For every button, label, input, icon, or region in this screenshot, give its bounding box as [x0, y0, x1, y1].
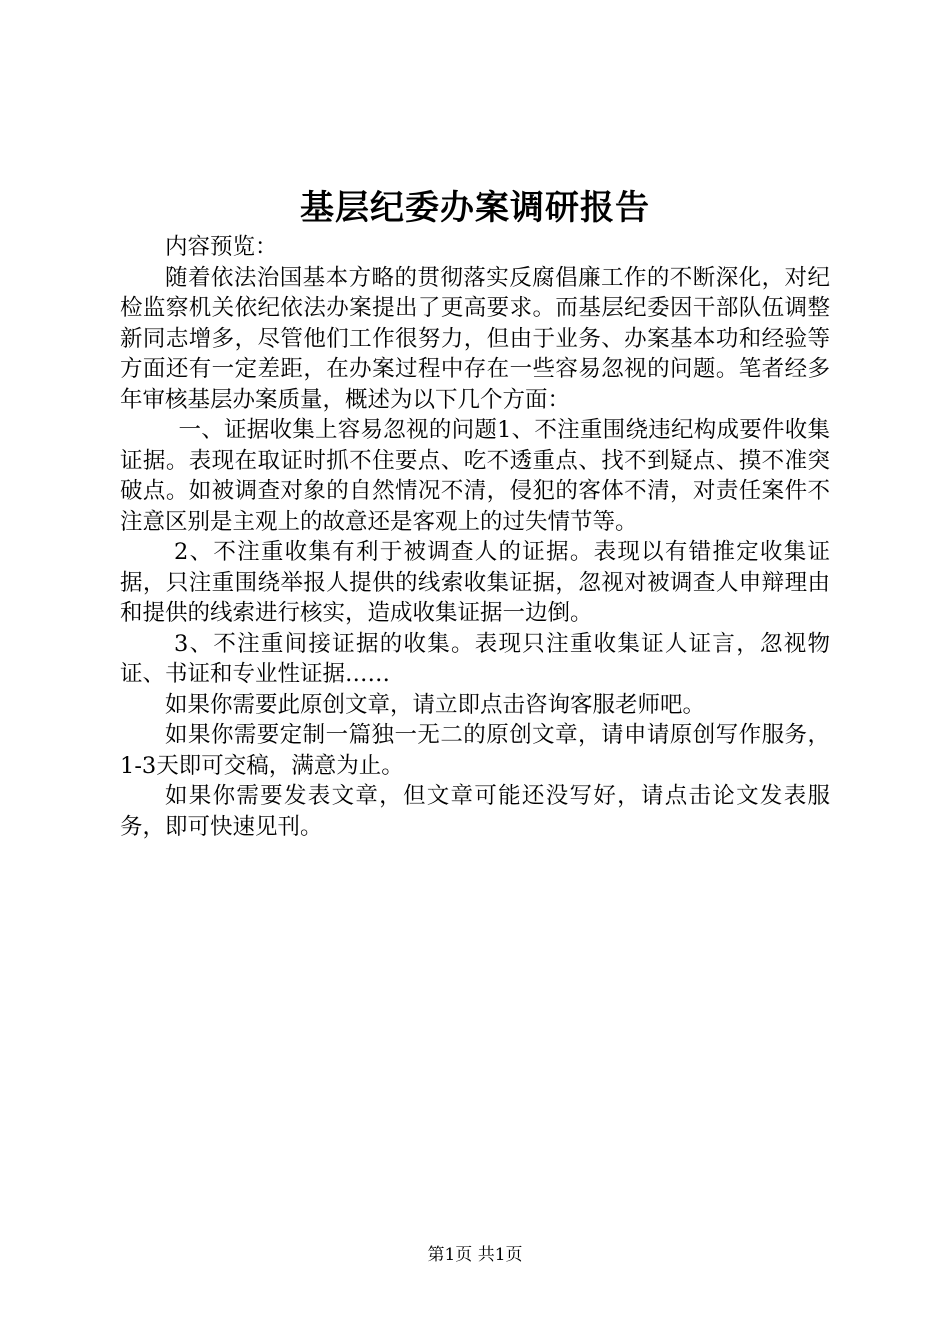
- document-body: [120, 232, 830, 842]
- preview-label: 内容预览：: [165, 234, 278, 260]
- page-footer: 第1页 共1页: [427, 1245, 523, 1265]
- publishing-service-paragraph: 如果你需要发表文章，但文章可能还没写好，请点击论文发表服务，即可快速见刊。: [120, 783, 830, 840]
- document-title: 基层纪委办案调研报告: [300, 188, 650, 228]
- section-one-paragraph: 一、证据收集上容易忽视的问题1、不注重围绕违纪构成要件收集证据。表现在取证时抓不住要点、吃不透重点、找不到疑点、摸不准突破点。如被调查对象的自然情况不清，侵犯的客体不清，对责任案件不注意区别是主观上的故意还是客观上的过失情节等。: [120, 417, 830, 535]
- point-two-paragraph: 2、不注重收集有利于被调查人的证据。表现以有错推定收集证据，只注重围绕举报人提供的线索收集证据，忽视对被调查人申辩理由和提供的线索进行核实，造成收集证据一边倒。: [120, 539, 830, 626]
- custom-writing-paragraph: 如果你需要定制一篇独一无二的原创文章，请申请原创写作服务，1-3天即可交稿，满意为止。: [120, 722, 830, 779]
- intro-paragraph: 随着依法治国基本方略的贯彻落实反腐倡廉工作的不断深化，对纪检监察机关依纪依法办案提出了更高要求。而基层纪委因干部队伍调整新同志增多，尽管他们工作很努力，但由于业务、办案基本功和经验等方面还有一定差距，在办案过程中存在一些容易忽视的问题。笔者经多年审核基层办案质量，概述为以下几个方面：: [120, 264, 830, 413]
- point-three-paragraph: 3、不注重间接证据的收集。表现只注重收集证人证言，忽视物证、书证和专业性证据……: [120, 630, 830, 687]
- contact-service-paragraph: 如果你需要此原创文章，请立即点击咨询客服老师吧。: [165, 691, 706, 718]
